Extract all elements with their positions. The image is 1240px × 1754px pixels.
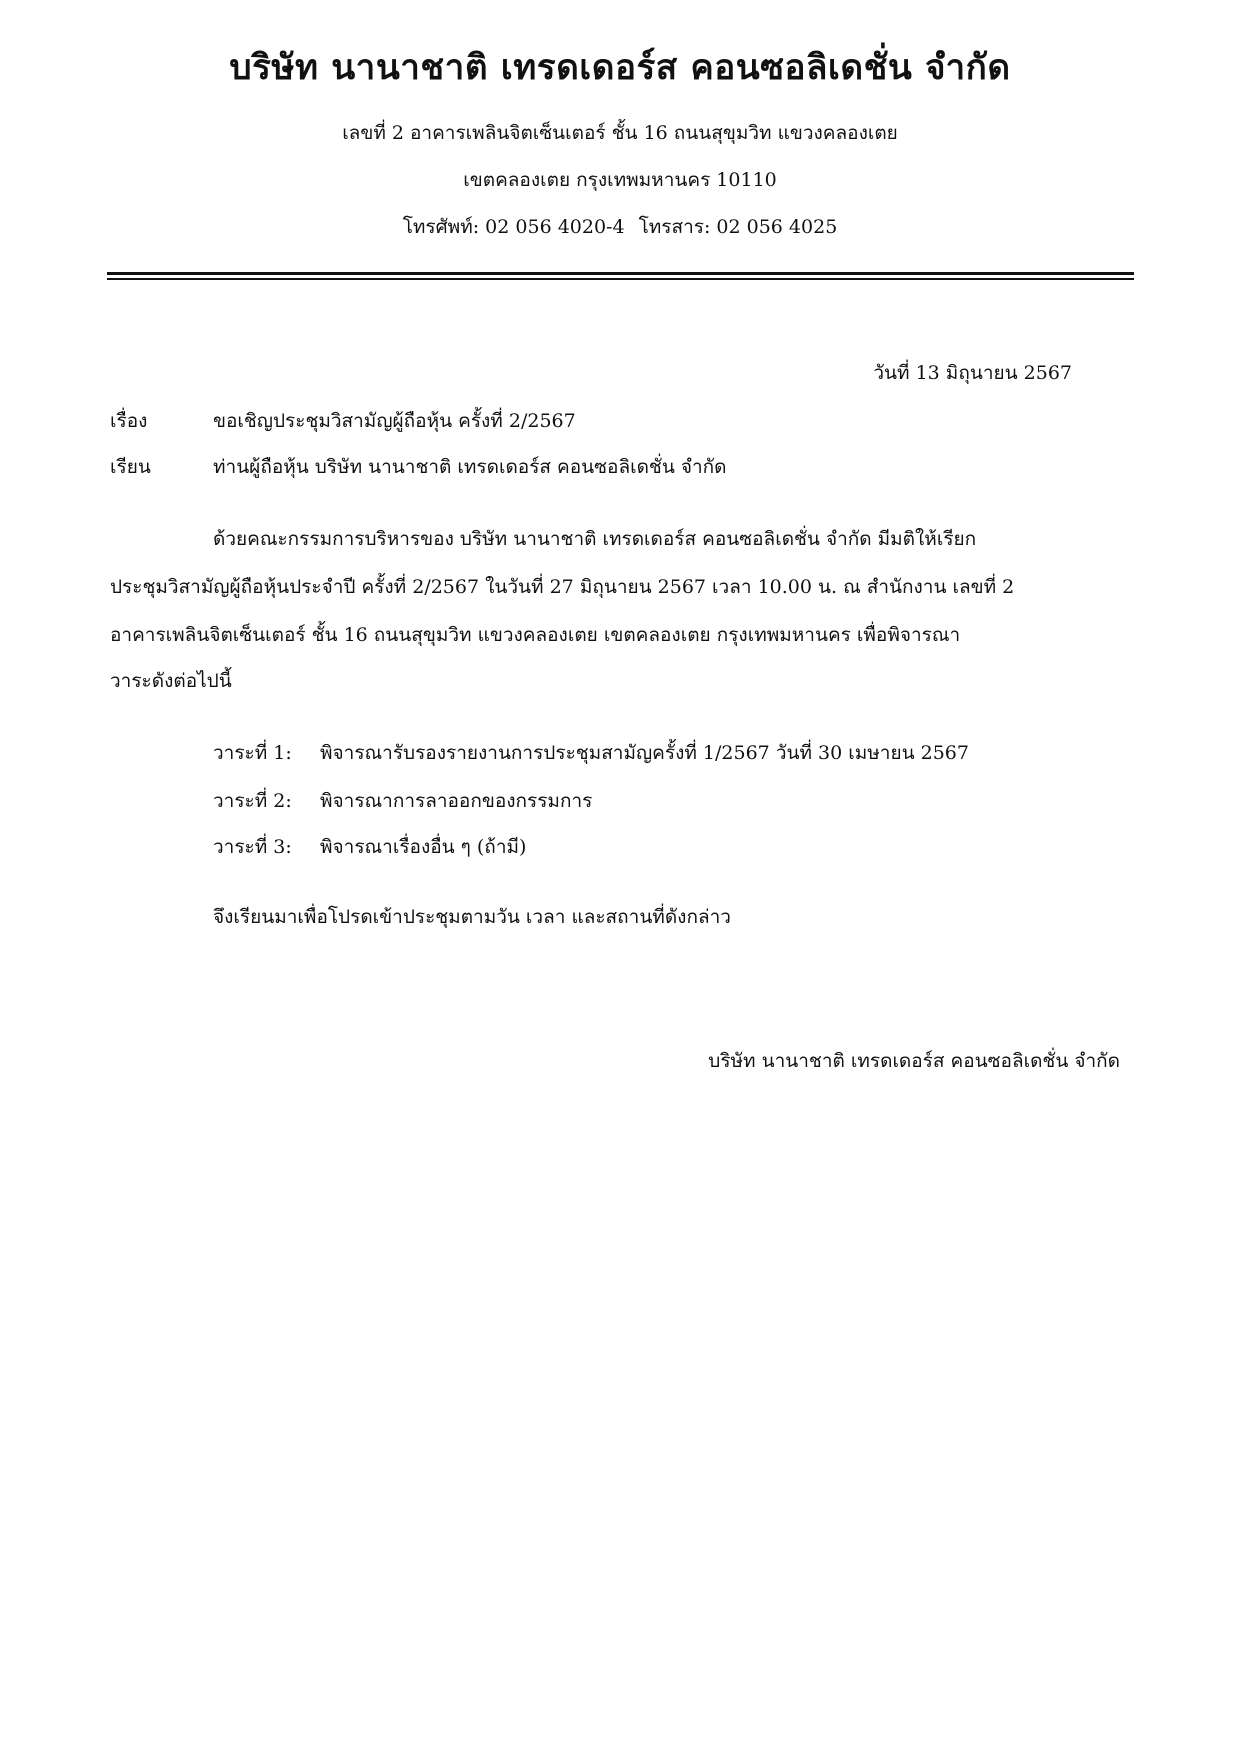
- phone-number: โทรศัพท์: 02 056 4020-4: [402, 216, 625, 238]
- body-line: อาคารเพลินจิตเซ็นเตอร์ ชั้น 16 ถนนสุขุมวิท แขวงคลองเตย เขตคลองเตย กรุงเทพมหานคร เพื่อพิจารณา: [110, 624, 961, 646]
- agenda-text: พิจารณารับรองรายงานการประชุมสามัญครั้งที่ 1/2567 วันที่ 30 เมษายน 2567: [320, 742, 969, 764]
- agenda-number: วาระที่ 1:: [213, 742, 292, 764]
- agenda-item: [213, 738, 969, 768]
- address-line-2: เขตคลองเตย กรุงเทพมหานคร 10110: [463, 169, 777, 191]
- agenda-number: วาระที่ 3:: [213, 836, 292, 858]
- agenda-item: [213, 786, 592, 816]
- body-line: ประชุมวิสามัญผู้ถือหุ้นประจำปี ครั้งที่ 2/2567 ในวันที่ 27 มิถุนายน 2567 เวลา 10.00 น. ณ สำนักงาน เลขที่ 2: [110, 576, 1015, 598]
- agenda-item: [213, 832, 526, 862]
- fax-number: โทรสาร: 02 056 4025: [638, 216, 838, 238]
- recipient-text: ท่านผู้ถือหุ้น บริษัท นานาชาติ เทรดเดอร์ส คอนซอลิเดชั่น จำกัด: [213, 456, 727, 478]
- agenda-number: วาระที่ 2:: [213, 790, 292, 812]
- subject-row: [110, 406, 576, 436]
- closing-sentence: จึงเรียนมาเพื่อโปรดเข้าประชุมตามวัน เวลา และสถานที่ดังกล่าว: [213, 906, 731, 928]
- recipient-label: เรียน: [110, 456, 151, 478]
- contact-line: [0, 212, 1240, 242]
- header-divider-bottom: [107, 278, 1134, 280]
- agenda-text: พิจารณาเรื่องอื่น ๆ (ถ้ามี): [320, 836, 527, 858]
- header-divider-top: [107, 272, 1134, 275]
- recipient-row: [110, 452, 727, 482]
- signature-company: บริษัท นานาชาติ เทรดเดอร์ส คอนซอลิเดชั่น จำกัด: [708, 1050, 1120, 1072]
- agenda-text: พิจารณาการลาออกของกรรมการ: [320, 790, 593, 812]
- letter-date: วันที่ 13 มิถุนายน 2567: [873, 362, 1072, 384]
- body-line: ด้วยคณะกรรมการบริหารของ บริษัท นานาชาติ เทรดเดอร์ส คอนซอลิเดชั่น จำกัด มีมติให้เรียก: [213, 528, 977, 550]
- body-line: วาระดังต่อไปนี้: [110, 670, 232, 692]
- subject-text: ขอเชิญประชุมวิสามัญผู้ถือหุ้น ครั้งที่ 2/2567: [213, 410, 576, 432]
- company-name: บริษัท นานาชาติ เทรดเดอร์ส คอนซอลิเดชั่น จำกัด: [229, 47, 1011, 88]
- subject-label: เรื่อง: [110, 410, 148, 432]
- address-line-1: เลขที่ 2 อาคารเพลินจิตเซ็นเตอร์ ชั้น 16 ถนนสุขุมวิท แขวงคลองเตย: [342, 122, 898, 144]
